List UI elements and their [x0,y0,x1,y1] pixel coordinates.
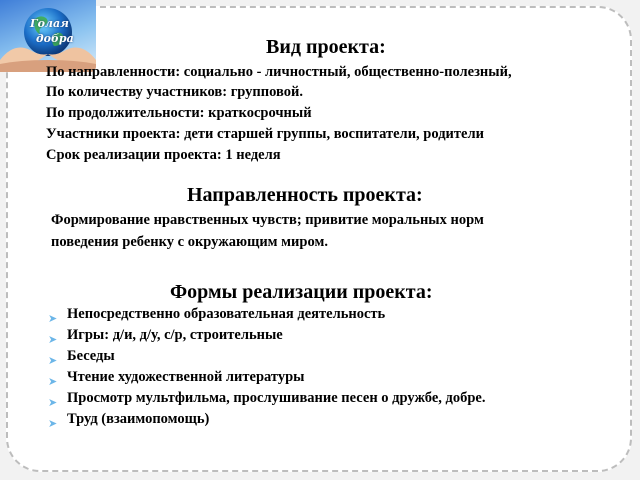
list-item-label: Непосредственно образовательная деятельность [67,306,386,322]
forms-list [46,304,485,430]
list-item [46,325,485,346]
list-item-label: Игры: д/и, д/у, с/р, строительные [67,327,283,343]
project-type-line-1: По направленности: социально - личностный, общественно-полезный, [46,64,512,80]
project-type-line-2: По количеству участников: групповой. [46,84,303,100]
arrow-bullet-icon: ➤ [48,333,58,346]
orientation-heading: Направленность проекта: [187,184,423,206]
project-type-line-5: Срок реализации проекта: 1 неделя [46,147,281,163]
list-item-label: Беседы [67,348,115,364]
list-item [46,409,485,430]
list-item-label: Просмотр мультфильма, прослушивание песен о дружбе, добре. [67,390,486,406]
logo-text-line1: Голая [30,17,69,30]
arrow-bullet-icon: ➤ [48,396,58,409]
project-type-heading: Вид проекта: [266,36,386,58]
list-item [46,388,485,409]
project-type-line-3: По продолжительности: краткосрочный [46,105,312,121]
arrow-bullet-icon: ➤ [48,354,58,367]
list-item-label: Чтение художественной литературы [67,369,305,385]
logo-text-line2: добра [36,32,74,45]
forms-heading: Формы реализации проекта: [170,281,433,303]
arrow-bullet-icon: ➤ [48,375,58,388]
arrow-bullet-icon: ➤ [48,417,58,430]
orientation-line-1: Формирование нравственных чувств; привитие моральных норм [51,212,484,228]
arrow-bullet-icon: ➤ [48,312,58,325]
list-item [46,304,485,325]
list-item [46,367,485,388]
orientation-line-2: поведения ребенку с окружающим миром. [51,234,328,250]
list-item [46,346,485,367]
project-type-line-4: Участники проекта: дети старшей группы, воспитатели, родители [46,126,484,142]
list-item-label: Труд (взаимопомощь) [67,411,210,427]
